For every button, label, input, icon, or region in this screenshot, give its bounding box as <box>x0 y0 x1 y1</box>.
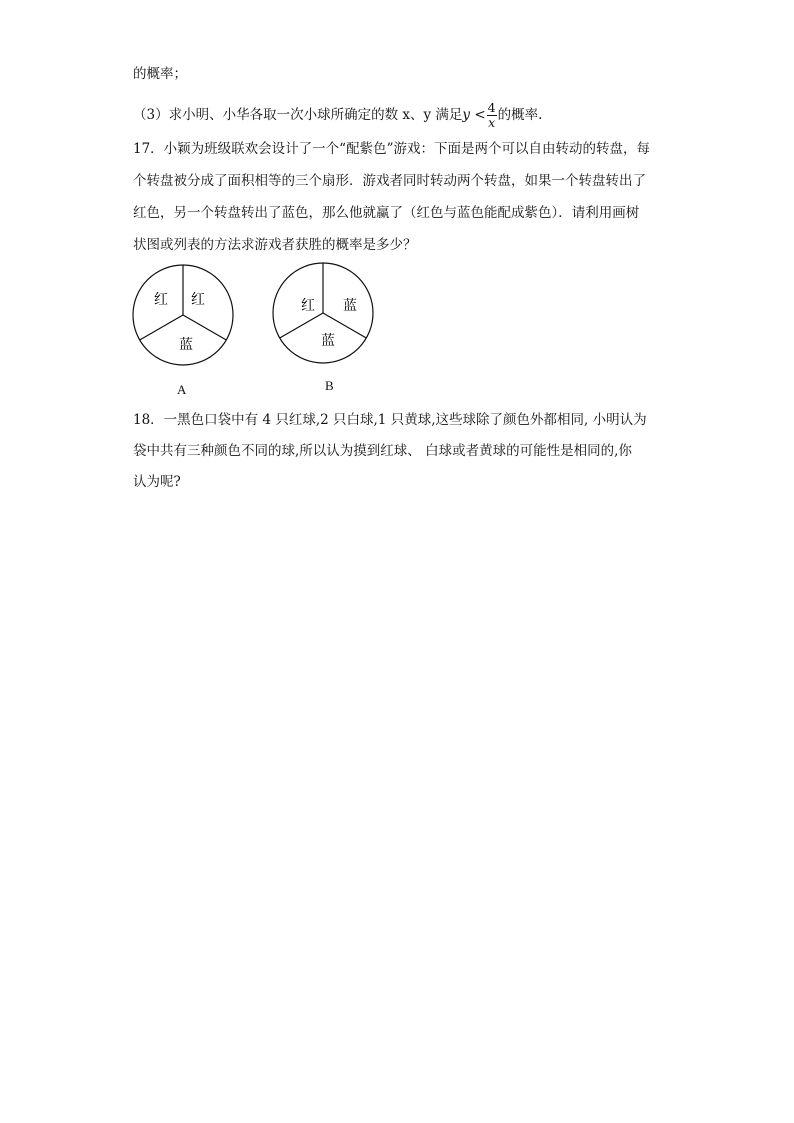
less-than-sign: < <box>470 107 486 123</box>
q17-line-3: 红色，另一个转盘转出了蓝色，那么他就赢了（红色与蓝色能配成紫色）．请利用画树 <box>133 205 640 221</box>
spinner-a-divider-left <box>140 315 183 340</box>
prev-question-part3 <box>133 101 542 130</box>
q17-line-4: 状图或列表的方法求游戏者获胜的概率是多少？ <box>133 237 417 253</box>
spinner-b <box>270 260 376 366</box>
spinner-b-sector-label: 红 <box>301 298 315 314</box>
var-y: y <box>462 107 471 123</box>
part3-text: （3）求小明、小华各取一次小球所确定的数 x、y 满足 <box>133 107 463 123</box>
spinner-b-caption: B <box>325 378 334 393</box>
spinner-b-sector-label: 蓝 <box>343 298 357 314</box>
fraction-4-over-x <box>487 101 497 130</box>
q17-line-1: 17．小颖为班级联欢会设计了一个“配紫色”游戏：下面是两个可以自由转动的转盘，每 <box>133 141 650 157</box>
q18-line-3: 认为呢? <box>133 474 181 490</box>
fraction-denominator: x <box>488 115 496 130</box>
fraction-numerator: 4 <box>487 100 496 115</box>
prev-question-tail: 的概率； <box>133 66 187 82</box>
spinner-b-divider-left <box>280 313 323 338</box>
spinner-a-caption: A <box>177 382 187 397</box>
spinner-a-sector-label: 红 <box>154 292 168 308</box>
spinner-a <box>130 262 236 368</box>
q18-line-2: 袋中共有三种颜色不同的球,所以认为摸到红球、 白球或者黄球的可能性是相同的,你 <box>133 443 632 459</box>
spinner-a-sector-label: 蓝 <box>179 337 193 353</box>
q18-line-1: 18．一黑色口袋中有 4 只红球,2 只白球,1 只黄球,这些球除了颜色外都相同, 小明认为 <box>133 412 647 428</box>
spinner-b-sector-label: 蓝 <box>321 333 335 349</box>
spinner-a-sector-label: 红 <box>191 292 205 308</box>
q17-line-2: 个转盘被分成了面积相等的三个扇形．游戏者同时转动两个转盘，如果一个转盘转出了 <box>133 173 646 189</box>
part3-text-end: 的概率. <box>497 107 543 123</box>
